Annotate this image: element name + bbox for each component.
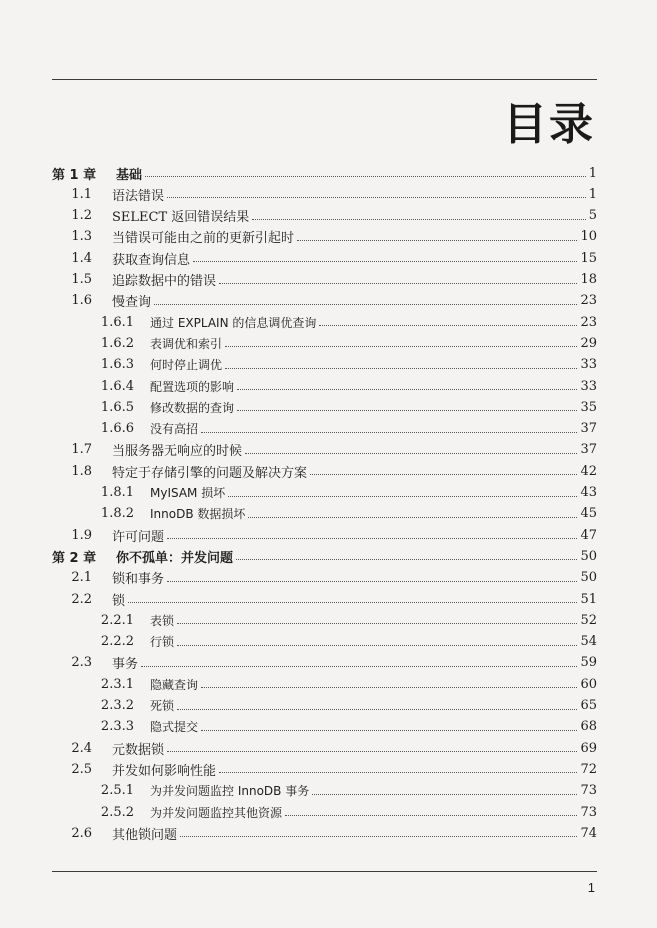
toc-entry-title: 慢查询 — [112, 295, 152, 311]
toc-entry-number: 1.6.1 — [100, 314, 134, 330]
toc-entry-title: 并发如何影响性能 — [112, 763, 217, 779]
toc-entry[interactable] — [52, 822, 597, 844]
toc-entry[interactable] — [52, 311, 597, 333]
toc-entry-title: SELECT 返回错误结果 — [112, 210, 250, 226]
toc-entry-number: 2.1 — [71, 570, 92, 586]
toc-entry-number: 1.8.2 — [100, 506, 134, 522]
toc-entry-title: 你不孤单：并发问题 — [116, 550, 234, 566]
toc-leader-dots — [177, 708, 577, 710]
toc-entry-page: 65 — [580, 698, 597, 713]
toc-entry-title: MyISAM 损坏 — [150, 486, 226, 500]
toc-entry-page: 35 — [580, 399, 597, 415]
toc-entry[interactable] — [52, 418, 597, 440]
toc-leader-dots — [167, 196, 586, 198]
toc-entry-page: 60 — [580, 676, 597, 692]
toc-entry-title: InnoDB 数据损坏 — [150, 507, 246, 522]
toc-entry-number: 2.2 — [71, 591, 92, 607]
toc-entry-page: 37 — [580, 421, 597, 437]
toc-leader-dots — [145, 175, 586, 177]
toc-leader-dots — [154, 303, 577, 305]
toc-entry-title: 基础 — [116, 167, 143, 183]
toc-entry-number: 1.8.1 — [100, 485, 134, 500]
toc-entry[interactable] — [52, 758, 597, 780]
toc-entry-page: 43 — [580, 485, 597, 500]
toc-entry[interactable] — [52, 482, 597, 504]
toc-entry-page: 23 — [580, 314, 597, 330]
toc-leader-dots — [128, 601, 577, 603]
bottom-rule — [52, 871, 597, 872]
toc-leader-dots — [248, 516, 577, 518]
toc-leader-dots — [237, 409, 577, 411]
toc-entry-title: 配置选项的影响 — [150, 379, 235, 394]
toc-entry[interactable] — [52, 269, 597, 291]
toc-entry[interactable] — [52, 631, 597, 653]
toc-entry-number: 1.1 — [71, 186, 92, 202]
toc-entry-page: 74 — [580, 825, 597, 841]
toc-leader-dots — [312, 793, 577, 795]
toc-entry-number: 2.5.2 — [100, 804, 134, 820]
toc-entry-title: 当错误可能由之前的更新引起时 — [112, 231, 295, 247]
toc-entry-page: 50 — [580, 548, 597, 564]
toc-leader-dots — [193, 260, 577, 262]
toc-entry-page: 23 — [580, 293, 597, 309]
toc-entry-title: 事务 — [112, 657, 139, 673]
toc-entry[interactable] — [52, 545, 597, 567]
toc-entry[interactable] — [52, 375, 597, 397]
toc-entry-page: 15 — [580, 250, 597, 266]
toc-entry-title: 通过 EXPLAIN 的信息调优查询 — [150, 315, 317, 330]
toc-entry-page: 37 — [580, 442, 597, 458]
toc-entry-number: 1.9 — [71, 527, 92, 543]
toc-leader-dots — [285, 814, 577, 816]
toc-entry[interactable] — [52, 354, 597, 376]
toc-entry-page: 42 — [580, 463, 597, 479]
toc-entry-number: 2.3 — [71, 655, 92, 671]
toc-entry-title: 为并发问题监控 InnoDB 事务 — [150, 784, 310, 799]
toc-entry-number: 2.2.2 — [100, 634, 134, 650]
toc-entry-page: 1 — [588, 186, 597, 202]
toc-entry[interactable] — [52, 290, 597, 312]
toc-entry-page: 10 — [580, 229, 597, 245]
toc-entry-page: 59 — [580, 655, 597, 671]
toc-entry-number: 1.6.2 — [100, 335, 134, 351]
toc-leader-dots — [252, 218, 585, 220]
toc-entry-title: 隐式提交 — [150, 720, 199, 735]
toc-entry-title: 追踪数据中的错误 — [112, 274, 217, 289]
page-title: 目录 — [503, 99, 595, 150]
toc-entry-title: 隐藏查询 — [150, 677, 199, 692]
toc-entry-number: 2.5 — [71, 761, 92, 777]
toc-leader-dots — [297, 239, 577, 241]
toc-entry-number: 第 2 章 — [52, 550, 97, 566]
toc-entry[interactable] — [52, 396, 597, 418]
toc-entry-number: 1.3 — [71, 229, 92, 245]
toc-entry-title: 许可问题 — [112, 529, 165, 545]
toc-entry[interactable] — [52, 332, 597, 354]
toc-entry[interactable] — [52, 439, 597, 461]
toc-entry-number: 第 1 章 — [52, 167, 97, 183]
toc-entry-page: 1 — [588, 165, 597, 181]
toc-leader-dots — [219, 282, 577, 284]
toc-entry-number: 1.7 — [71, 442, 92, 458]
page-number: 1 — [587, 880, 595, 895]
toc-entry[interactable] — [52, 673, 597, 695]
toc-entry[interactable] — [52, 205, 597, 227]
toc-leader-dots — [180, 835, 577, 837]
toc-entry-title: 死锁 — [150, 699, 175, 713]
toc-entry-page: 72 — [580, 761, 597, 777]
toc-entry-page: 45 — [580, 506, 597, 522]
toc-leader-dots — [167, 580, 577, 582]
toc-entry[interactable] — [52, 588, 597, 610]
toc-entry-page: 33 — [580, 378, 597, 394]
toc-leader-dots — [201, 729, 577, 731]
toc-entry-page: 54 — [580, 634, 597, 650]
toc-entry-number: 1.6.6 — [100, 421, 134, 437]
toc-entry-page: 68 — [580, 719, 597, 735]
toc-leader-dots — [237, 388, 577, 390]
toc-entry[interactable] — [52, 524, 597, 546]
toc-leader-dots — [177, 622, 577, 624]
toc-entry[interactable] — [52, 567, 597, 589]
toc-entry-number: 1.5 — [71, 272, 92, 287]
toc-entry-number: 2.3.1 — [100, 676, 134, 692]
toc-entry-number: 1.4 — [71, 250, 92, 266]
toc-entry-page: 33 — [580, 357, 597, 373]
toc-leader-dots — [201, 431, 577, 433]
toc-leader-dots — [177, 644, 577, 646]
toc-entry-title: 为并发问题监控其他资源 — [150, 805, 283, 820]
toc-entry-number: 1.2 — [71, 208, 92, 224]
toc-leader-dots — [141, 665, 577, 667]
toc-entry-title: 表调优和索引 — [150, 336, 223, 351]
toc-entry-page: 73 — [580, 804, 597, 820]
toc-entry[interactable] — [52, 183, 597, 205]
toc-leader-dots — [219, 771, 577, 773]
toc-entry-page: 51 — [580, 591, 597, 607]
toc-entry-page: 50 — [580, 570, 597, 586]
toc-entry-page: 52 — [580, 612, 597, 628]
toc-leader-dots — [245, 452, 577, 454]
toc-entry[interactable] — [52, 226, 597, 248]
toc-entry-title: 获取查询信息 — [112, 252, 191, 268]
toc-entry[interactable] — [52, 247, 597, 269]
toc-leader-dots — [228, 495, 577, 497]
toc-entry-page: 47 — [580, 527, 597, 543]
toc-entry-number: 1.8 — [71, 463, 92, 479]
toc-entry-title: 元数据锁 — [112, 742, 165, 758]
toc-entry-title: 当服务器无响应的时候 — [112, 444, 243, 460]
toc-entry-number: 1.6 — [71, 293, 92, 309]
toc-leader-dots — [236, 558, 577, 560]
toc-entry-page: 73 — [580, 783, 597, 799]
toc-entry-page: 18 — [580, 272, 597, 287]
toc-entry-title: 没有高招 — [150, 422, 199, 437]
toc-entry[interactable] — [52, 503, 597, 525]
toc-entry-number: 2.5.1 — [100, 783, 134, 799]
toc-entry-title: 特定于存储引擎的问题及解决方案 — [112, 465, 308, 481]
toc-leader-dots — [167, 537, 577, 539]
toc-entry-number: 2.6 — [71, 825, 92, 841]
toc-entry-number: 1.6.5 — [100, 399, 134, 415]
toc-entry[interactable] — [52, 652, 597, 674]
top-rule — [52, 79, 597, 80]
toc-entry[interactable] — [52, 162, 597, 184]
toc-entry[interactable] — [52, 801, 597, 823]
toc-leader-dots — [225, 367, 577, 369]
toc-leader-dots — [225, 345, 577, 347]
toc-entry-page: 69 — [580, 740, 597, 756]
toc-entry-title: 其他锁问题 — [112, 827, 178, 843]
toc-leader-dots — [310, 473, 577, 475]
toc-entry[interactable] — [52, 695, 597, 717]
toc-entry-title: 何时停止调优 — [150, 358, 223, 373]
toc-entry-page: 29 — [580, 335, 597, 351]
toc-entry[interactable] — [52, 780, 597, 802]
toc-entry-title: 锁和事务 — [112, 572, 165, 588]
toc-leader-dots — [201, 686, 577, 688]
toc-entry-title: 锁 — [112, 593, 126, 609]
toc-entry-title: 修改数据的查询 — [150, 400, 235, 415]
toc-entry-number: 2.3.3 — [100, 719, 134, 735]
toc-entry[interactable] — [52, 716, 597, 738]
toc-entry-number: 1.6.4 — [100, 378, 134, 394]
toc-entry-number: 2.2.1 — [100, 612, 134, 628]
toc-entry-number: 2.4 — [71, 740, 92, 756]
toc-entry-title: 行锁 — [150, 635, 175, 650]
toc-entry[interactable] — [52, 609, 597, 631]
toc-leader-dots — [319, 324, 577, 326]
toc-entry-number: 1.6.3 — [100, 357, 134, 373]
toc-entry[interactable] — [52, 737, 597, 759]
toc-entry-title: 表锁 — [150, 613, 175, 628]
toc-entry-title: 语法错误 — [112, 188, 165, 204]
toc-entry-number: 2.3.2 — [100, 698, 134, 713]
toc-leader-dots — [167, 750, 577, 752]
toc-entry-page: 5 — [588, 208, 597, 224]
toc-entry[interactable] — [52, 460, 597, 482]
